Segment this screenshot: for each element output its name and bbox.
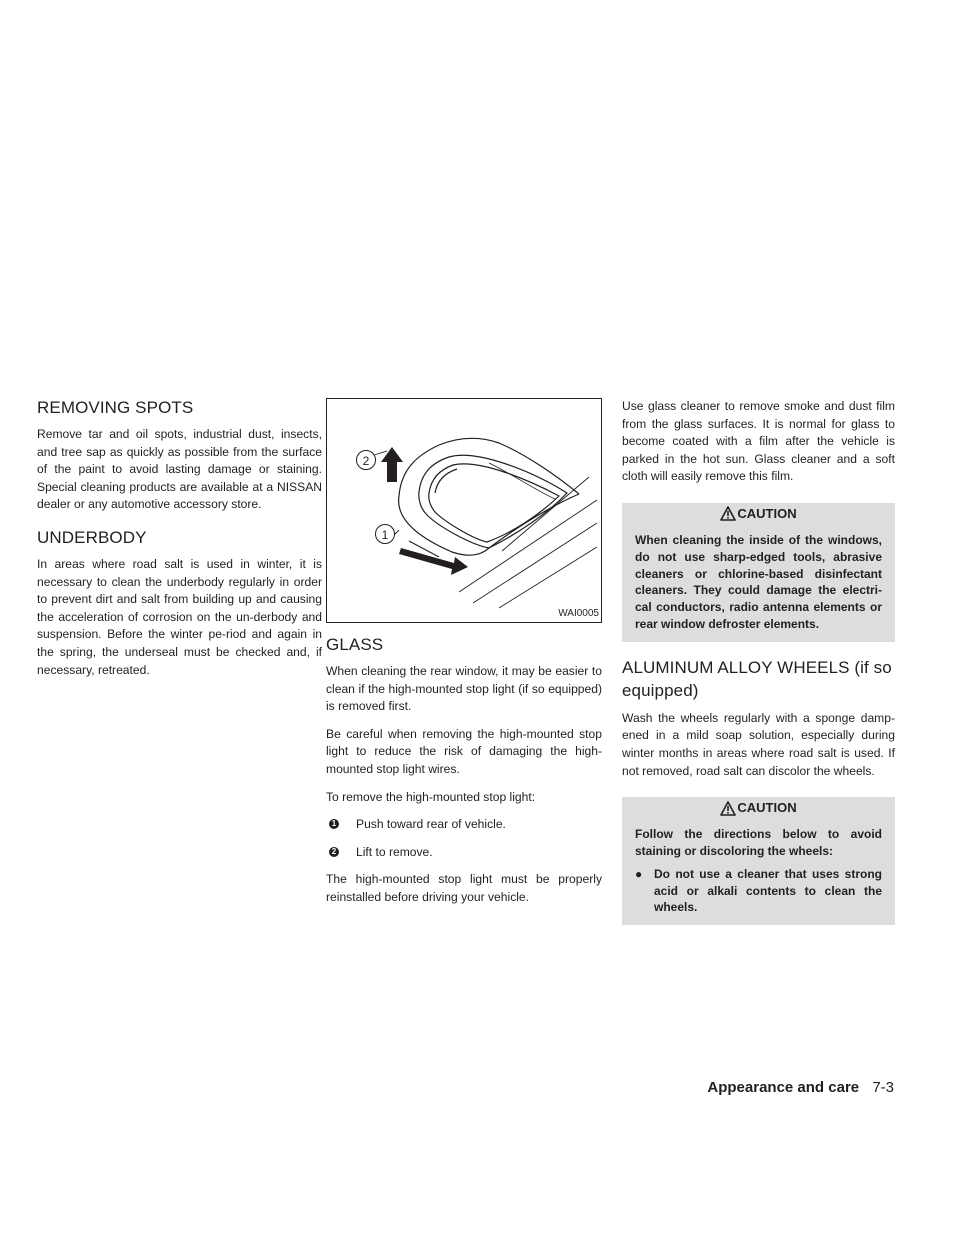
caution-box-wheels (622, 797, 895, 925)
page-footer (707, 1078, 894, 1098)
caution-box-windows (622, 503, 895, 642)
paragraph-glass-2: Be careful when removing the high-mounted stop light to reduce the risk of damaging the high-mounted stop light wires. (326, 726, 602, 776)
heading-glass: GLASS (326, 635, 384, 654)
paragraph-underbody: In areas where road salt is used in winter, it is necessary to clean the underbody regularly in order to prevent dirt and salt from building up and causing the acceleration of corrosion on the un-derbody and suspension. Before the winter pe-riod and again in the spring, the underseal must be checked and, if necessary, retreated. (37, 556, 322, 677)
stop-light-illustration (326, 398, 602, 623)
heading-removing-spots: REMOVING SPOTS (37, 398, 194, 417)
bullet-icon: ● (635, 866, 643, 881)
caution-list (635, 866, 882, 916)
figure-id: WAI0005 (558, 608, 599, 619)
step-number-icon: 2 (329, 847, 339, 857)
caution-intro: Follow the directions below to avoid staining or discoloring the wheels: (635, 827, 882, 858)
step-item (326, 844, 602, 862)
step-item (326, 816, 602, 834)
step-number-icon: 1 (329, 819, 339, 829)
heading-aluminum-wheels: ALUMINUM ALLOY WHEELS (if so equipped) (622, 657, 892, 700)
column-right (622, 398, 895, 939)
list-item (635, 866, 882, 916)
step-text: Push toward rear of vehicle. (356, 817, 506, 832)
paragraph-glass-3: To remove the high-mounted stop light: (326, 789, 536, 804)
footer-section-title: Appearance and care (707, 1079, 860, 1096)
caution-header (635, 797, 882, 818)
paragraph-removing-spots: Remove tar and oil spots, industrial dust, insects, and tree sap as quickly as possible from the surface of the paint to avoid lasting damage or staining. Special cleaning products are available at a NISSAN dealer or any automotive accessory store. (37, 427, 322, 512)
caution-item-text: Do not use a cleaner that uses strong acid or alkali contents to clean the wheels. (654, 866, 882, 915)
page-number: 7-3 (872, 1079, 894, 1096)
paragraph-wheels: Wash the wheels regularly with a sponge damp-ened in a mild soap solution, especially during winter months in areas where road salt is used. If not removed, road salt can discolor the wheels. (622, 710, 895, 778)
step-text: Lift to remove. (356, 844, 433, 859)
paragraph-glass-1: When cleaning the rear window, it may be easier to clean if the high-mounted stop light (if so equipped) is removed first. (326, 664, 602, 714)
paragraph-glass-cleaner: Use glass cleaner to remove smoke and dust film from the glass surfaces. It is normal for glass to become coated with a film after the vehicle is parked in the hot sun. Glass cleaner and a soft cloth will easily remove this film. (622, 399, 895, 484)
warning-triangle-icon (720, 506, 736, 521)
caution-text: When cleaning the inside of the windows, do not use sharp-edged tools, abrasive cleaners or chlorine-based disinfectant cleaners. They could damage the electri-cal conductors, radio antenna elements or rear window defroster elements. (635, 532, 882, 631)
caution-header (635, 503, 882, 524)
paragraph-glass-4: The high-mounted stop light must be properly reinstalled before driving your vehicle. (326, 872, 602, 904)
caution-title: CAUTION (737, 505, 797, 521)
column-left (37, 398, 322, 689)
callout-label-1: 1 (381, 528, 389, 542)
window-frame-outer (419, 455, 567, 548)
column-middle (326, 398, 602, 917)
rear-window-drawing (327, 399, 602, 623)
heading-underbody: UNDERBODY (37, 527, 147, 547)
push-arrow-icon (399, 548, 468, 575)
caution-title: CAUTION (737, 800, 797, 816)
warning-triangle-icon (720, 801, 736, 816)
callout-label-2: 2 (362, 454, 370, 468)
